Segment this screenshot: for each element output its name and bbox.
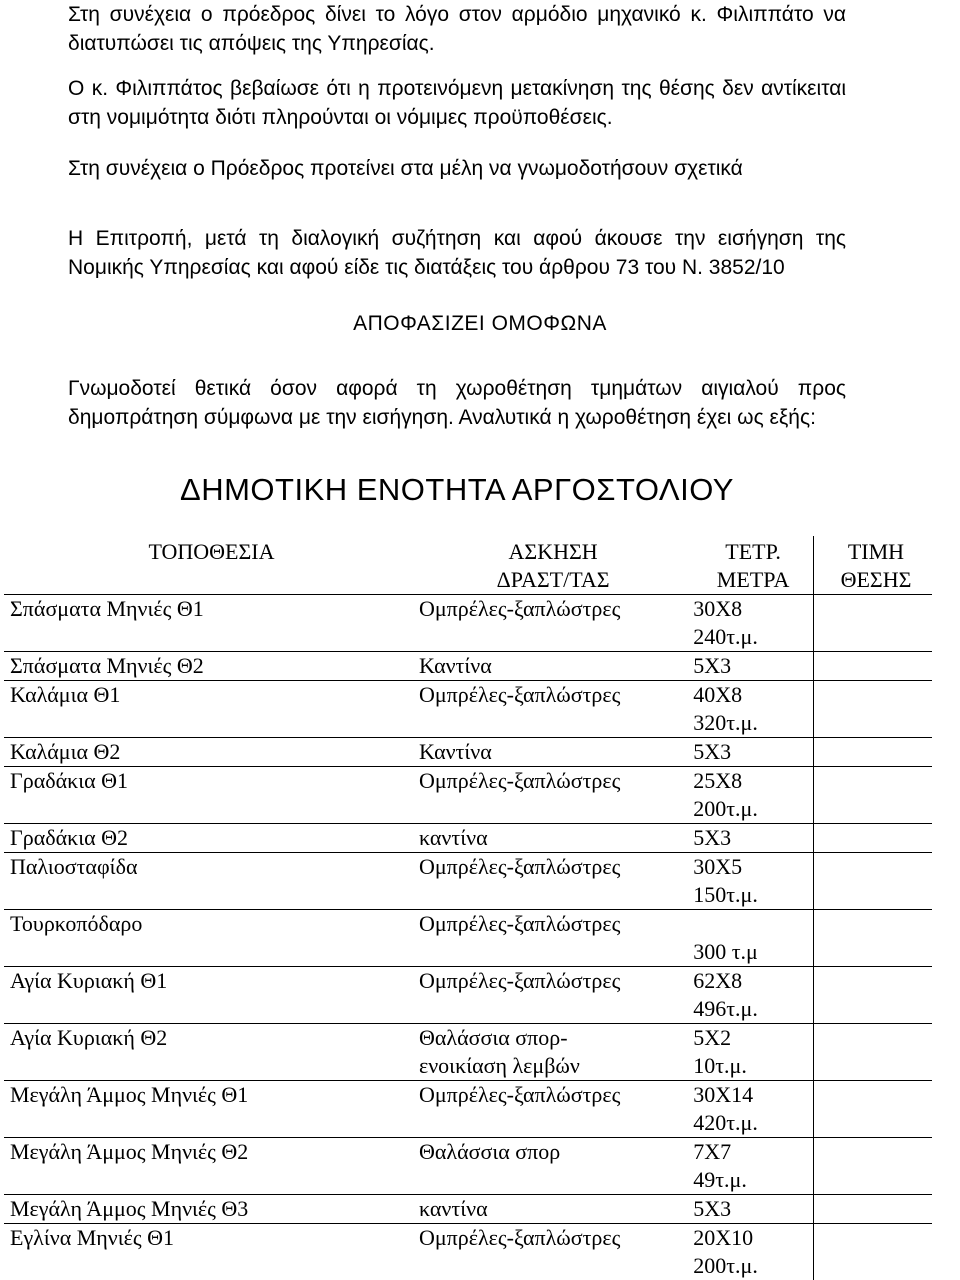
cell-activity: Ομπρέλες-ξαπλώστρες: [413, 1081, 687, 1138]
text-line: Στη συνέχεια ο πρόεδρος δίνει το λόγο στον αρμόδιο μηχανικό κ. Φιλιππάτο να: [68, 3, 846, 26]
cell-location: Σπάσματα Μηνιές Θ2: [4, 652, 413, 681]
cell-area: 62Χ8 496τ.μ.: [687, 967, 813, 1024]
cell-area: 5Χ2 10τ.μ.: [687, 1024, 813, 1081]
cell-price: [813, 767, 932, 824]
cell-location: Γραδάκια Θ1: [4, 767, 413, 824]
cell-activity: Ομπρέλες-ξαπλώστρες: [413, 1224, 687, 1280]
table-row: [4, 681, 932, 738]
table-row: [4, 595, 932, 652]
cell-price: [813, 967, 932, 1024]
text-line: Γνωμοδοτεί θετικά όσον αφορά τη χωροθέτηση τμημάτων αιγιαλού προς: [68, 377, 846, 400]
header-activity: ΑΣΚΗΣΗ ΔΡΑΣΤ/ΤΑΣ: [413, 536, 687, 595]
paragraph-committee: [68, 224, 846, 282]
cell-activity: καντίνα: [413, 824, 687, 853]
cell-area: 7Χ7 49τ.μ.: [687, 1138, 813, 1195]
cell-price: [813, 1138, 932, 1195]
cell-location: Καλάμια Θ1: [4, 681, 413, 738]
cell-location: Σπάσματα Μηνιές Θ1: [4, 595, 413, 652]
header-price: ΤΙΜΗ ΘΕΣΗΣ: [813, 536, 932, 595]
cell-location: Γραδάκια Θ2: [4, 824, 413, 853]
text-line: διατυπώσει τις απόψεις της Υπηρεσίας.: [68, 32, 435, 55]
paragraph-engineer-confirms: [68, 74, 846, 132]
text-line: Η Επιτροπή, μετά τη διαλογική συζήτηση και αφού άκουσε την εισήγηση της: [68, 227, 846, 250]
cell-location: Αγία Κυριακή Θ1: [4, 967, 413, 1024]
cell-activity: Ομπρέλες-ξαπλώστρες: [413, 910, 687, 967]
cell-price: [813, 853, 932, 910]
cell-area: 25Χ8 200τ.μ.: [687, 767, 813, 824]
cell-area: 300 τ.μ: [687, 910, 813, 967]
cell-area: 5Χ3: [687, 738, 813, 767]
cell-price: [813, 824, 932, 853]
cell-activity: Ομπρέλες-ξαπλώστρες: [413, 595, 687, 652]
cell-area: 30Χ8 240τ.μ.: [687, 595, 813, 652]
table-row: [4, 853, 932, 910]
cell-area: 5Χ3: [687, 824, 813, 853]
table-row: [4, 1024, 932, 1081]
header-area: ΤΕΤΡ. ΜΕΤΡΑ: [687, 536, 813, 595]
cell-location: Μεγάλη Άμμος Μηνιές Θ1: [4, 1081, 413, 1138]
cell-activity: Καντίνα: [413, 652, 687, 681]
table-row: [4, 738, 932, 767]
paragraph-president-proposes: [68, 154, 846, 183]
cell-price: [813, 910, 932, 967]
table-row: [4, 824, 932, 853]
text-line: Νομικής Υπηρεσίας και αφού είδε τις διατάξεις του άρθρου 73 του Ν. 3852/10: [68, 256, 785, 279]
cell-location: Μεγάλη Άμμος Μηνιές Θ3: [4, 1195, 413, 1224]
paragraph-engineer-invited: [68, 0, 846, 58]
paragraph-opinion: [68, 374, 846, 432]
cell-area: 30Χ5 150τ.μ.: [687, 853, 813, 910]
table-row: [4, 1224, 932, 1280]
cell-activity: Θαλάσσια σπορ- ενοικίαση λεμβών: [413, 1024, 687, 1081]
cell-area: 5Χ3: [687, 652, 813, 681]
cell-price: [813, 1224, 932, 1280]
cell-location: Παλιοσταφίδα: [4, 853, 413, 910]
cell-location: Μεγάλη Άμμος Μηνιές Θ2: [4, 1138, 413, 1195]
cell-area: 5Χ3: [687, 1195, 813, 1224]
table-row: [4, 652, 932, 681]
table-header-row: [4, 536, 932, 595]
text-line: στη νομιμότητα διότι πληρούνται οι νόμιμες προϋποθέσεις.: [68, 106, 613, 129]
cell-area: 20Χ10 200τ.μ.: [687, 1224, 813, 1280]
cell-activity: καντίνα: [413, 1195, 687, 1224]
text-line: δημοπράτηση σύμφωνα με την εισήγηση. Αναλυτικά η χωροθέτηση έχει ως εξής:: [68, 406, 816, 429]
cell-activity: Θαλάσσια σπορ: [413, 1138, 687, 1195]
table-row: [4, 1138, 932, 1195]
cell-activity: Ομπρέλες-ξαπλώστρες: [413, 767, 687, 824]
text-line: Στη συνέχεια ο Πρόεδρος προτείνει στα μέλη να γνωμοδοτήσουν σχετικά: [68, 157, 743, 180]
cell-price: [813, 738, 932, 767]
cell-location: Αγία Κυριακή Θ2: [4, 1024, 413, 1081]
cell-location: Εγλίνα Μηνιές Θ1: [4, 1224, 413, 1280]
cell-activity: Καντίνα: [413, 738, 687, 767]
cell-activity: Ομπρέλες-ξαπλώστρες: [413, 967, 687, 1024]
cell-location: Τουρκοπόδαρο: [4, 910, 413, 967]
table-row: [4, 967, 932, 1024]
cell-price: [813, 681, 932, 738]
cell-price: [813, 652, 932, 681]
decision-heading: ΑΠΟΦΑΣΙΖΕΙ ΟΜΟΦΩΝΑ: [353, 312, 607, 335]
header-location: ΤΟΠΟΘΕΣΙΑ: [4, 536, 413, 595]
cell-activity: Ομπρέλες-ξαπλώστρες: [413, 681, 687, 738]
municipal-unit-title: ΔΗΜΟΤΙΚΗ ΕΝΟΤΗΤΑ ΑΡΓΟΣΤΟΛΙΟΥ: [179, 472, 734, 507]
cell-price: [813, 1081, 932, 1138]
table-body: [4, 595, 932, 1280]
locations-table: [4, 536, 932, 1280]
table-row: [4, 1081, 932, 1138]
text-line: Ο κ. Φιλιππάτος βεβαίωσε ότι η προτεινόμενη μετακίνηση της θέσης δεν αντίκειται: [68, 77, 846, 100]
cell-price: [813, 1195, 932, 1224]
table-row: [4, 910, 932, 967]
table-row: [4, 767, 932, 824]
cell-price: [813, 1024, 932, 1081]
cell-activity: Ομπρέλες-ξαπλώστρες: [413, 853, 687, 910]
cell-area: 40Χ8 320τ.μ.: [687, 681, 813, 738]
table-row: [4, 1195, 932, 1224]
cell-price: [813, 595, 932, 652]
cell-location: Καλάμια Θ2: [4, 738, 413, 767]
cell-area: 30Χ14 420τ.μ.: [687, 1081, 813, 1138]
